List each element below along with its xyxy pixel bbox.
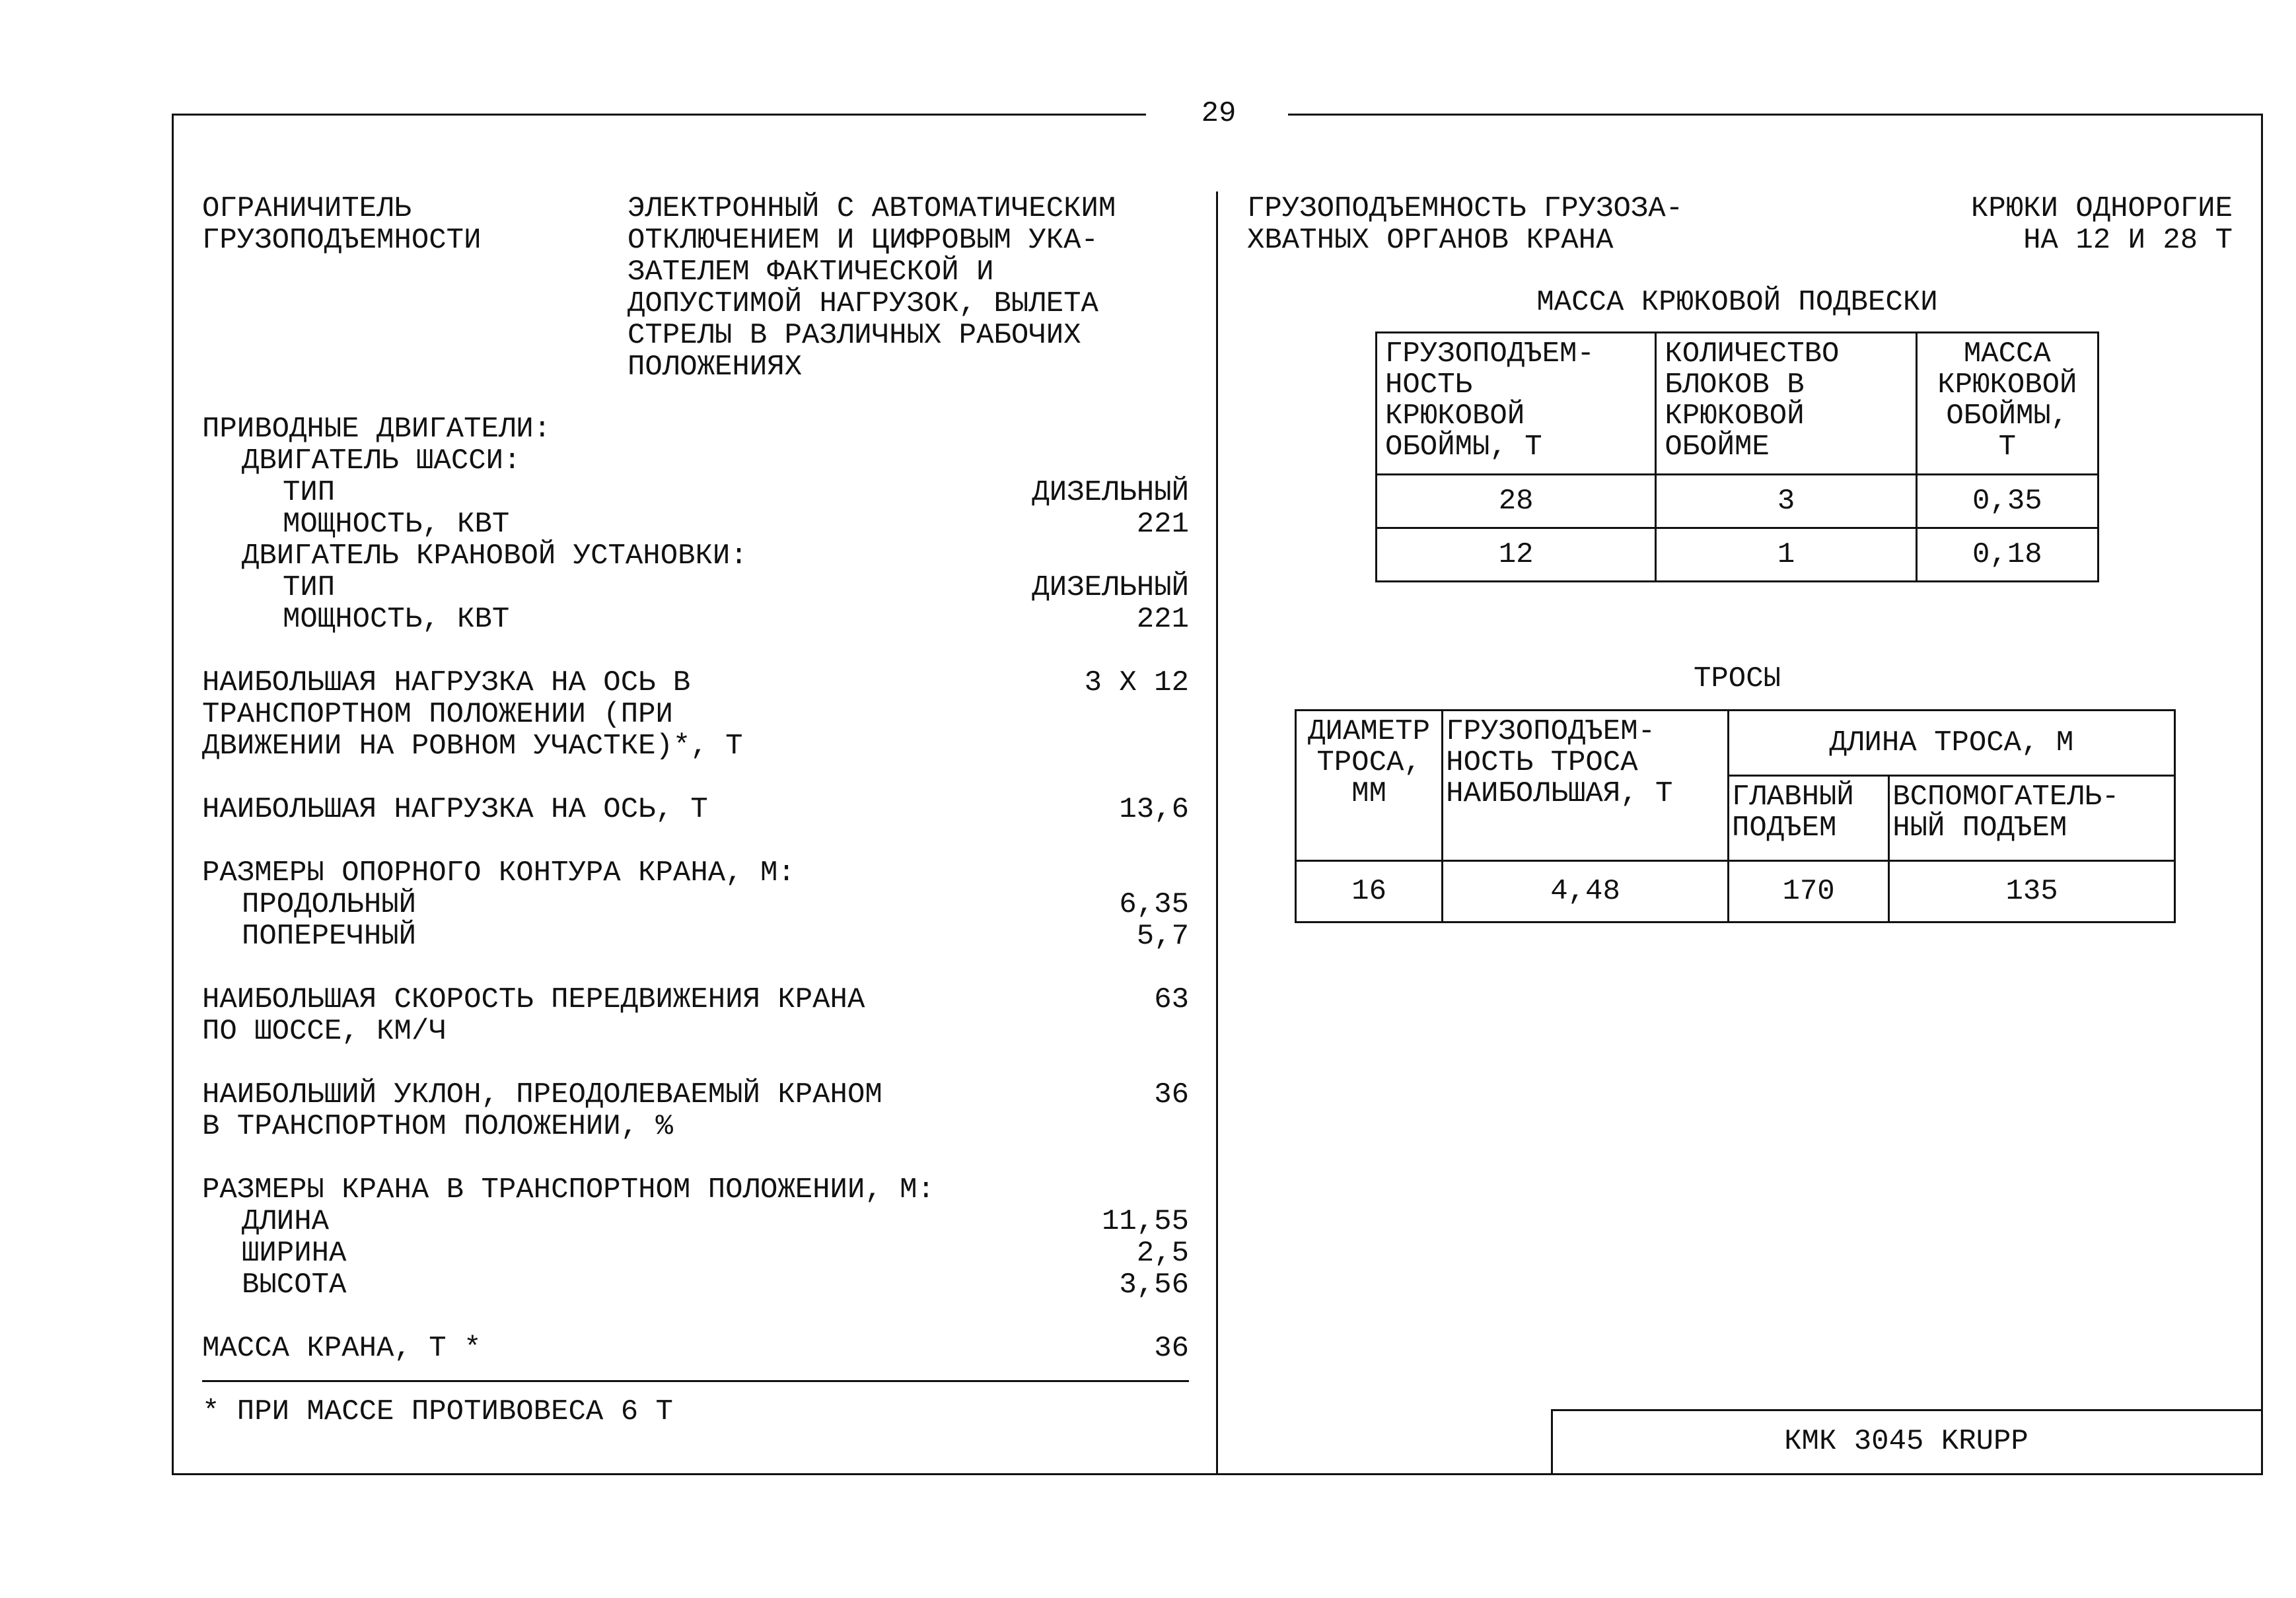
crane-engine-heading: ДВИГАТЕЛЬ КРАНОВОЙ УСТАНОВКИ: <box>242 539 748 573</box>
rope-table-header-row <box>1296 711 2175 776</box>
hook-header-blocks: КОЛИЧЕСТВО БЛОКОВ В КРЮКОВОЙ ОБОЙМЕ <box>1656 333 1916 475</box>
dimension-height-value: 3,56 <box>1119 1268 1189 1302</box>
dimensions-heading: РАЗМЕРЫ КРАНА В ТРАНСПОРТНОМ ПОЛОЖЕНИИ, М: <box>202 1173 935 1206</box>
crane-power-label: МОЩНОСТЬ, КВТ <box>283 603 510 636</box>
dimension-length-label: ДЛИНА <box>242 1205 330 1238</box>
axle-max-label: НАИБОЛЬШАЯ НАГРУЗКА НА ОСЬ, Т <box>202 793 708 826</box>
engines-heading: ПРИВОДНЫЕ ДВИГАТЕЛИ: <box>202 413 552 446</box>
crane-power-value: 221 <box>1136 603 1189 636</box>
contour-cross-label: ПОПЕРЕЧНЫЙ <box>242 920 417 953</box>
rope-cell: 4,48 <box>1443 861 1729 922</box>
rope-header-aux-lift: ВСПОМОГАТЕЛЬ- НЫЙ ПОДЪЕМ <box>1889 776 2175 861</box>
slope-value: 36 <box>1154 1078 1189 1111</box>
axle-max-value: 13,6 <box>1119 793 1189 826</box>
footnote: * ПРИ МАССЕ ПРОТИВОВЕСА 6 Т <box>202 1395 673 1428</box>
chassis-engine-heading: ДВИГАТЕЛЬ ШАССИ: <box>242 444 521 477</box>
rope-table-title: ТРОСЫ <box>1693 662 1781 695</box>
crane-mass-value: 36 <box>1154 1332 1189 1365</box>
limiter-label: ОГРАНИЧИТЕЛЬ ГРУЗОПОДЪЕМНОСТИ <box>202 192 482 257</box>
column-divider <box>1216 191 1218 1475</box>
table-row <box>1377 528 2099 582</box>
dimension-length-value: 11,55 <box>1101 1205 1189 1238</box>
rope-table <box>1295 709 2176 923</box>
footnote-rule <box>202 1380 1189 1382</box>
limiter-value: ЭЛЕКТРОННЫЙ С АВТОМАТИЧЕСКИМ ОТКЛЮЧЕНИЕМ И ЦИФРОВЫМ УКА- ЗАТЕЛЕМ ФАКТИЧЕСКОЙ И ДОПУСТИМОЙ НАГРУЗОК, ВЫЛЕТА СТРЕЛЫ В РАЗЛИЧНЫХ РАБОЧИХ ПОЛОЖЕНИЯХ <box>628 192 1116 384</box>
rope-header-capacity: ГРУЗОПОДЪЕМ- НОСТЬ ТРОСА НАИБОЛЬШАЯ, Т <box>1443 711 1729 861</box>
rope-header-diameter: ДИАМЕТР ТРОСА, ММ <box>1296 711 1443 861</box>
hook-table-header-row <box>1377 333 2099 475</box>
chassis-power-value: 221 <box>1136 508 1189 541</box>
rope-cell: 170 <box>1728 861 1888 922</box>
hook-cell: 1 <box>1656 528 1916 582</box>
chassis-type-label: ТИП <box>283 476 336 509</box>
rope-header-main-lift: ГЛАВНЫЙ ПОДЪЕМ <box>1728 776 1888 861</box>
rope-header-length: ДЛИНА ТРОСА, М <box>1728 711 2174 776</box>
frame-top-left <box>172 114 1146 116</box>
page-number: 29 <box>1201 97 1237 130</box>
dimension-width-value: 2,5 <box>1136 1237 1189 1270</box>
hook-cell: 3 <box>1656 475 1916 528</box>
speed-value: 63 <box>1154 983 1189 1016</box>
hook-table <box>1375 331 2099 582</box>
hook-cell: 12 <box>1377 528 1656 582</box>
table-row <box>1296 861 2175 922</box>
hook-table-title: МАССА КРЮКОВОЙ ПОДВЕСКИ <box>1536 286 1938 319</box>
hook-header-capacity: ГРУЗОПОДЪЕМ- НОСТЬ КРЮКОВОЙ ОБОЙМЫ, Т <box>1377 333 1656 475</box>
dimension-width-label: ШИРИНА <box>242 1237 347 1270</box>
crane-mass-label: МАССА КРАНА, Т * <box>202 1332 482 1365</box>
speed-label: НАИБОЛЬШАЯ СКОРОСТЬ ПЕРЕДВИЖЕНИЯ КРАНА ПО ШОССЕ, КМ/Ч <box>202 983 865 1048</box>
rope-cell: 135 <box>1889 861 2175 922</box>
contour-long-label: ПРОДОЛЬНЫЙ <box>242 888 417 921</box>
title-stamp: КМК 3045 KRUPP <box>1784 1425 2028 1458</box>
frame-left <box>172 114 174 1475</box>
title-stamp-box <box>1551 1409 2261 1473</box>
dimension-height-label: ВЫСОТА <box>242 1268 347 1302</box>
slope-label: НАИБОЛЬШИЙ УКЛОН, ПРЕОДОЛЕВАЕМЫЙ КРАНОМ В ТРАНСПОРТНОМ ПОЛОЖЕНИИ, % <box>202 1078 882 1143</box>
hook-header-mass: МАССА КРЮКОВОЙ ОБОЙМЫ, Т <box>1916 333 2098 475</box>
chassis-power-label: МОЩНОСТЬ, КВТ <box>283 508 510 541</box>
contour-cross-value: 5,7 <box>1136 920 1189 953</box>
table-row <box>1377 475 2099 528</box>
frame-right <box>2261 114 2263 1475</box>
capacity-value: КРЮКИ ОДНОРОГИЕ НА 12 И 28 Т <box>1970 192 2233 257</box>
crane-type-label: ТИП <box>283 571 336 604</box>
chassis-type-value: ДИЗЕЛЬНЫЙ <box>1032 476 1189 509</box>
capacity-label: ГРУЗОПОДЪЕМНОСТЬ ГРУЗОЗА- ХВАТНЫХ ОРГАНОВ КРАНА <box>1247 192 1684 257</box>
contour-long-value: 6,35 <box>1119 888 1189 921</box>
rope-cell: 16 <box>1296 861 1443 922</box>
axle-transport-value: 3 Х 12 <box>1084 666 1189 699</box>
hook-cell: 28 <box>1377 475 1656 528</box>
frame-top-right <box>1288 114 2263 116</box>
axle-transport-label: НАИБОЛЬШАЯ НАГРУЗКА НА ОСЬ В ТРАНСПОРТНОМ ПОЛОЖЕНИИ (ПРИ ДВИЖЕНИИ НА РОВНОМ УЧАСТКЕ)*, Т <box>202 666 743 763</box>
hook-cell: 0,18 <box>1916 528 2098 582</box>
contour-heading: РАЗМЕРЫ ОПОРНОГО КОНТУРА КРАНА, М: <box>202 856 795 889</box>
crane-type-value: ДИЗЕЛЬНЫЙ <box>1032 571 1189 604</box>
hook-cell: 0,35 <box>1916 475 2098 528</box>
